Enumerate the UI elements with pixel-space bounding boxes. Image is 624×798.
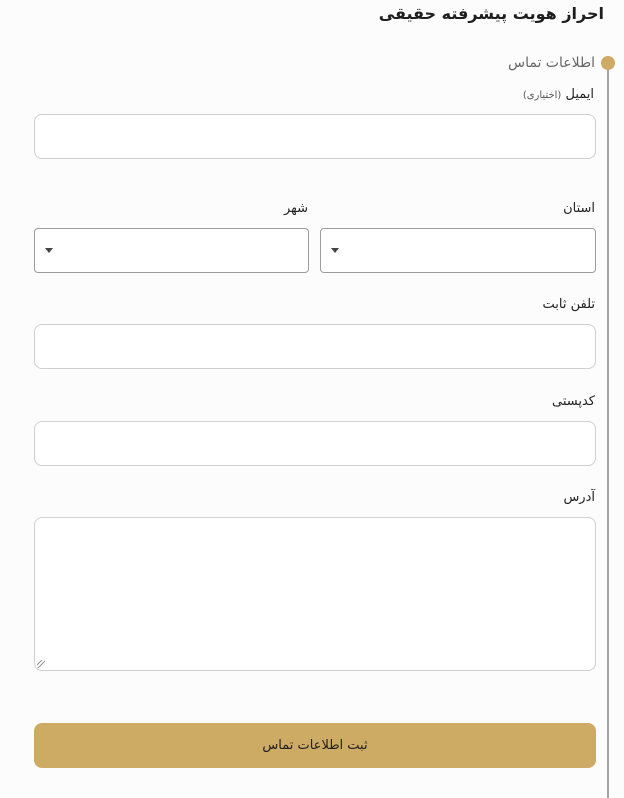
submit-contact-info-button[interactable]: ثبت اطلاعات تماس [34, 723, 596, 768]
city-select[interactable] [34, 228, 309, 273]
email-label [523, 87, 594, 102]
province-label: استان [563, 201, 595, 216]
postal-code-field[interactable] [34, 421, 596, 466]
landline-label: تلفن ثابت [542, 297, 595, 312]
address-textarea[interactable] [34, 517, 596, 671]
address-label: آدرس [563, 490, 595, 505]
timeline-line [607, 64, 609, 798]
email-optional-hint: (اختیاری) [522, 90, 562, 101]
section-title: اطلاعات تماس [508, 55, 595, 71]
province-select[interactable] [320, 228, 596, 273]
postal-code-label: کدپستی [552, 394, 595, 409]
caret-down-icon [45, 248, 53, 253]
timeline-step-dot [601, 56, 615, 70]
page-title: احراز هویت پیشرفته حقیقی [378, 4, 604, 23]
landline-field[interactable] [34, 324, 596, 369]
email-label-text: ایمیل [565, 87, 594, 102]
city-label: شهر [283, 201, 308, 216]
email-field[interactable] [34, 114, 596, 159]
caret-down-icon [331, 248, 339, 253]
resize-handle-icon[interactable] [37, 660, 45, 668]
